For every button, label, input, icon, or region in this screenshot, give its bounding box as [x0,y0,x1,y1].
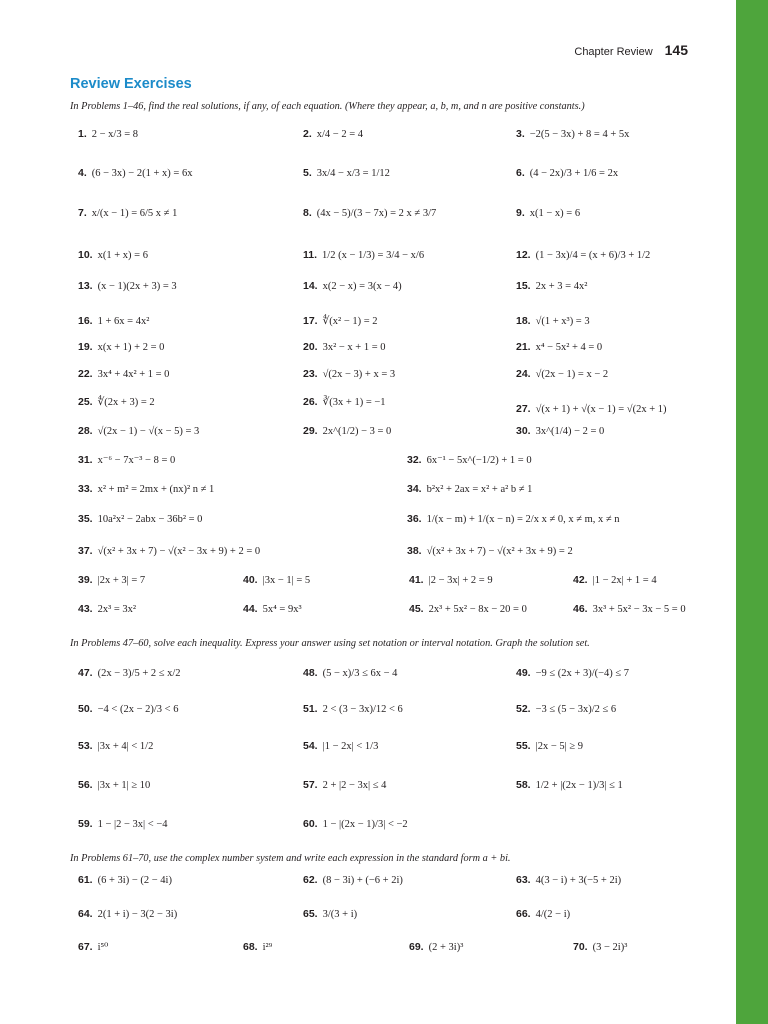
problem-41: 41. |2 − 3x| + 2 = 9 [409,574,493,586]
problem-43: 43. 2x³ = 3x² [78,603,137,615]
problem-36: 36. 1/(x − m) + 1/(x − n) = 2/x x ≠ 0, x ≠ m, x ≠ n [407,513,620,525]
problem-21: 21. x⁴ − 5x² + 4 = 0 [516,341,603,353]
problem-50: 50. −4 < (2x − 2)/3 < 6 [78,703,179,715]
problem-4: 4. (6 − 3x) − 2(1 + x) = 6x [78,167,193,179]
problem-28: 28. √(2x − 1) − √(x − 5) = 3 [78,425,200,437]
running-head [574,42,688,58]
problem-row [70,696,730,722]
problem-47: 47. (2x − 3)/5 + 2 ≤ x/2 [78,667,181,679]
problem-row [70,506,730,532]
problem-25: 25. ∜(2x + 3) = 2 [78,396,155,408]
problem-26: 26. ∛(3x + 1) = −1 [303,396,386,408]
instructions-61-70: In Problems 61–70, use the complex number system and write each expression in the standard form a + bi. [70,853,511,864]
problem-37: 37. √(x² + 3x + 7) − √(x² − 3x + 9) + 2 = 0 [78,545,261,557]
problem-11: 11. 1/2 (x − 1/3) = 3/4 − x/6 [303,249,425,261]
problem-34: 34. b²x² + 2ax = x² + a² b ≠ 1 [407,483,533,495]
problem-64: 64. 2(1 + i) − 3(2 − 3i) [78,908,178,920]
problem-14: 14. x(2 − x) = 3(x − 4) [303,280,402,292]
problem-row [70,596,730,622]
problem-10: 10. x(1 + x) = 6 [78,249,148,261]
problem-69: 69. (2 + 3i)³ [409,941,464,953]
problem-56: 56. |3x + 1| ≥ 10 [78,779,151,791]
problem-row [70,200,730,226]
problem-67: 67. i⁵⁰ [78,941,109,953]
problem-38: 38. √(x² + 3x + 7) − √(x² + 3x + 9) = 2 [407,545,573,557]
problem-30: 30. 3x^(1/4) − 2 = 0 [516,425,605,437]
problem-62: 62. (8 − 3i) + (−6 + 2i) [303,874,403,886]
problem-2: 2. x/4 − 2 = 4 [303,128,364,140]
problem-row [70,867,730,893]
problem-27: 27. √(x + 1) + √(x − 1) = √(2x + 1) [516,403,667,415]
problem-20: 20. 3x² − x + 1 = 0 [303,341,386,353]
problem-49: 49. −9 ≤ (2x + 3)/(−4) ≤ 7 [516,667,630,679]
page-number: 145 [664,42,688,58]
problem-1: 1. 2 − x/3 = 8 [78,128,139,140]
instructions-47-60: In Problems 47–60, solve each inequality. Express your answer using set notation or interval notation. Graph the solution set. [70,638,590,649]
problem-44: 44. 5x⁴ = 9x³ [243,603,302,615]
problem-row [70,242,730,268]
problem-32: 32. 6x⁻¹ − 5x^(−1/2) + 1 = 0 [407,454,532,466]
problem-8: 8. (4x − 5)/(3 − 7x) = 2 x ≠ 3/7 [303,207,437,219]
problem-40: 40. |3x − 1| = 5 [243,574,311,586]
problem-row [70,772,730,798]
problem-16: 16. 1 + 6x = 4x² [78,315,150,327]
problem-15: 15. 2x + 3 = 4x² [516,280,588,292]
problem-5: 5. 3x/4 − x/3 = 1/12 [303,167,390,179]
problem-65: 65. 3/(3 + i) [303,908,358,920]
problem-row [70,334,730,360]
problem-row [70,733,730,759]
problem-row [70,418,730,444]
problem-66: 66. 4/(2 − i) [516,908,571,920]
problem-row [70,567,730,593]
problem-57: 57. 2 + |2 − 3x| ≤ 4 [303,779,387,791]
problem-60: 60. 1 − |(2x − 1)/3| < −2 [303,818,408,830]
problem-row [70,447,730,473]
problem-18: 18. √(1 + x³) = 3 [516,315,590,327]
problem-70: 70. (3 − 2i)³ [573,941,628,953]
section-title: Review Exercises [70,76,192,92]
problem-29: 29. 2x^(1/2) − 3 = 0 [303,425,392,437]
problem-19: 19. x(x + 1) + 2 = 0 [78,341,165,353]
problem-24: 24. √(2x − 1) = x − 2 [516,368,609,380]
problem-row [70,389,730,415]
problem-54: 54. |1 − 2x| < 1/3 [303,740,379,752]
problem-53: 53. |3x + 4| < 1/2 [78,740,154,752]
problem-58: 58. 1/2 + |(2x − 1)/3| ≤ 1 [516,779,623,791]
problem-22: 22. 3x⁴ + 4x² + 1 = 0 [78,368,170,380]
problem-row [70,811,730,837]
problem-row [70,660,730,686]
problem-61: 61. (6 + 3i) − (2 − 4i) [78,874,172,886]
problem-46: 46. 3x³ + 5x² − 3x − 5 = 0 [573,603,686,615]
problem-42: 42. |1 − 2x| + 1 = 4 [573,574,657,586]
problem-63: 63. 4(3 − i) + 3(−5 + 2i) [516,874,622,886]
chapter-tab-bar [736,0,768,1024]
problem-row [70,538,730,564]
problem-row [70,901,730,927]
problem-row [70,273,730,299]
problem-7: 7. x/(x − 1) = 6/5 x ≠ 1 [78,207,178,219]
problem-33: 33. x² + m² = 2mx + (nx)² n ≠ 1 [78,483,215,495]
problem-35: 35. 10a²x² − 2abx − 36b² = 0 [78,513,203,525]
problem-45: 45. 2x³ + 5x² − 8x − 20 = 0 [409,603,527,615]
problem-row [70,160,730,186]
problem-row [70,121,730,147]
problem-55: 55. |2x − 5| ≥ 9 [516,740,583,752]
problem-68: 68. i²⁹ [243,941,273,953]
problem-52: 52. −3 ≤ (5 − 3x)/2 ≤ 6 [516,703,617,715]
problem-3: 3. −2(5 − 3x) + 8 = 4 + 5x [516,128,630,140]
problem-row [70,308,730,334]
problem-13: 13. (x − 1)(2x + 3) = 3 [78,280,177,292]
problem-31: 31. x⁻⁶ − 7x⁻³ − 8 = 0 [78,454,176,466]
problem-row [70,934,730,960]
problem-12: 12. (1 − 3x)/4 = (x + 6)/3 + 1/2 [516,249,651,261]
chapter-label: Chapter Review [574,46,653,58]
instructions-1-46: In Problems 1–46, find the real solutions, if any, of each equation. (Where they appear, a, b, m, and n are positive constants.) [70,101,585,112]
problem-48: 48. (5 − x)/3 ≤ 6x − 4 [303,667,398,679]
problem-9: 9. x(1 − x) = 6 [516,207,581,219]
problem-row [70,361,730,387]
problem-6: 6. (4 − 2x)/3 + 1/6 = 2x [516,167,619,179]
problem-51: 51. 2 < (3 − 3x)/12 < 6 [303,703,403,715]
problem-23: 23. √(2x − 3) + x = 3 [303,368,396,380]
problem-39: 39. |2x + 3| = 7 [78,574,146,586]
problem-row [70,476,730,502]
problem-17: 17. ∜(x² − 1) = 2 [303,315,378,327]
problem-59: 59. 1 − |2 − 3x| < −4 [78,818,168,830]
